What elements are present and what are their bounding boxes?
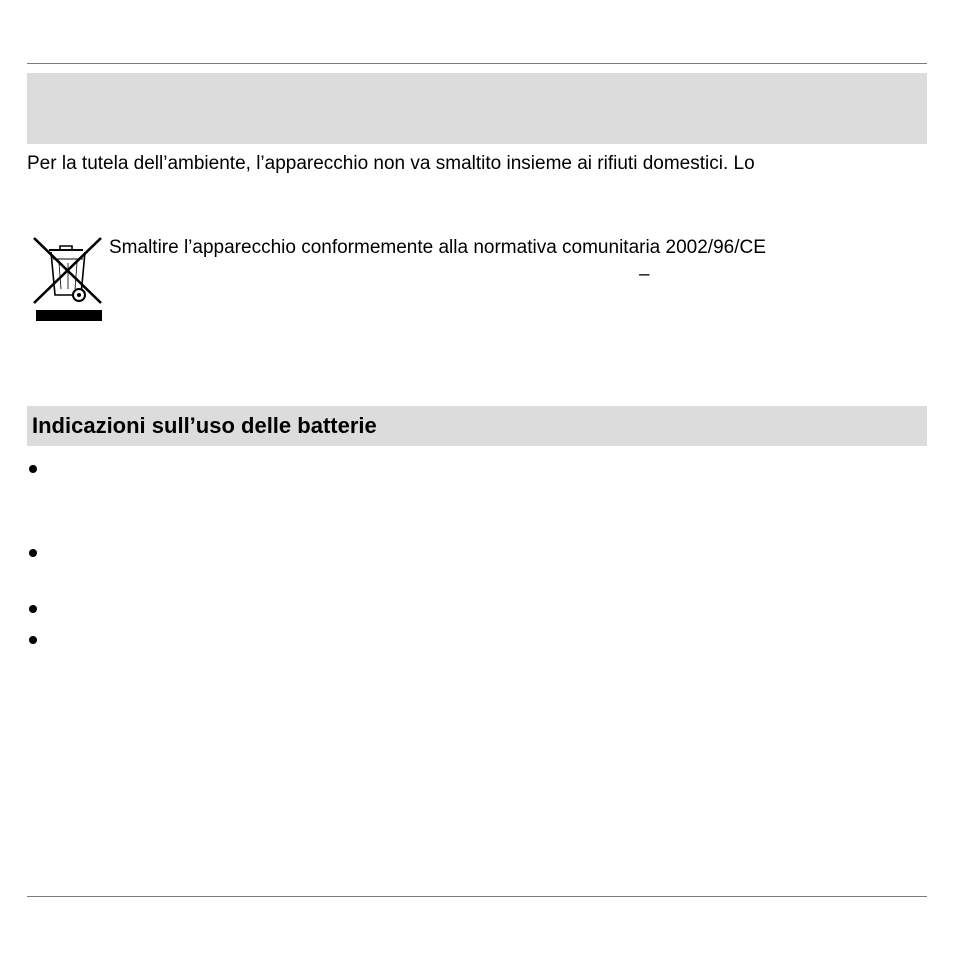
top-rule [27,63,927,64]
battery-section-heading: Indicazioni sull’uso delle batterie [32,413,377,438]
bullet-point [29,636,37,644]
environment-intro-text: Per la tutela dell’ambiente, l’apparecchio non va smaltito insieme ai rifiuti domestici. Lo [27,153,755,174]
bullet-point [29,465,37,473]
dash-mark: – [639,264,650,285]
crossed-out-wheelie-bin-icon [31,235,105,323]
battery-section-heading-band [27,406,927,446]
bullet-point [29,605,37,613]
bottom-rule [27,896,927,897]
bullet-point [29,549,37,557]
section-heading-band [27,73,927,144]
disposal-instruction-text: Smaltire l’apparecchio conformemente alla normativa comunitaria 2002/96/CE [109,237,766,258]
